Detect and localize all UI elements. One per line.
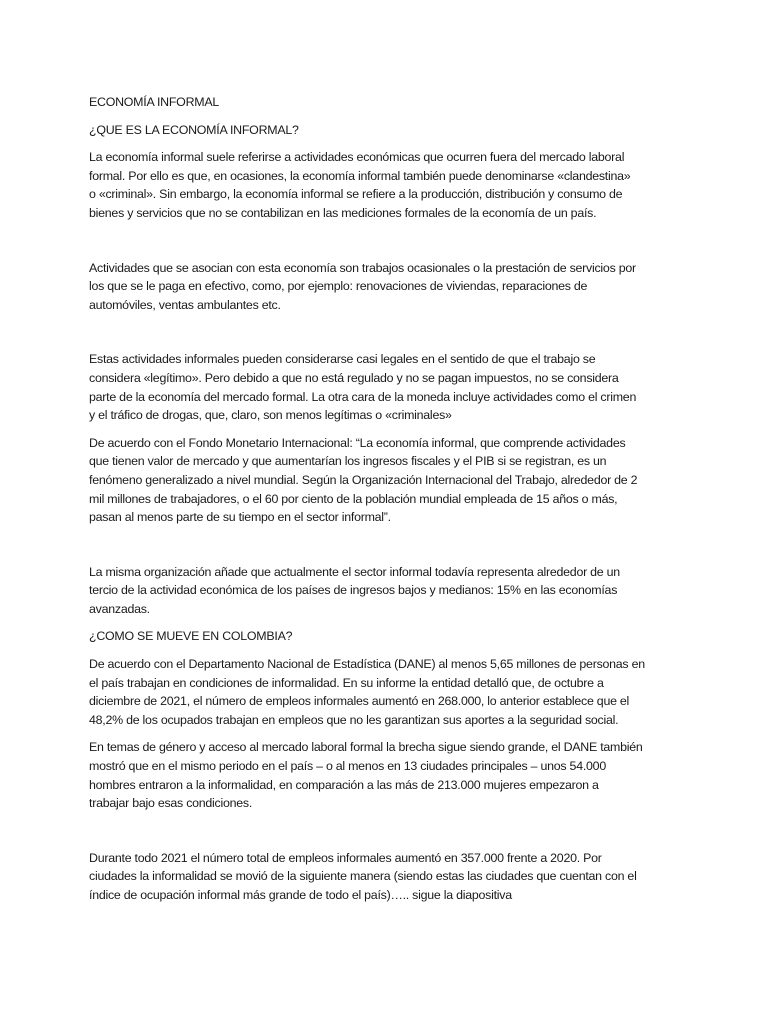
paragraph-legality: Estas actividades informales pueden considerarse casi legales en el sentido de que el trabajo se considera «legítimo». Pero debido a que no está regulado y no se pagan impuestos, no se considera parte de la economía del mercado formal. La otra cara de la moneda incluye actividades como el crimen y el tráfico de drogas, que, claro, son menos legítimas o «criminales»: [89, 352, 637, 423]
paragraph-definition: La economía informal suele referirse a actividades económicas que ocurren fuera del mercado laboral formal. Por ello es que, en ocasiones, la economía informal también puede denominarse «clandestina» o «criminal». Sin embargo, la economía informal se refiere a la producción, distribución y consumo de bienes y servicios que no se contabilizan en las mediciones formales de la economía de un país.: [89, 150, 631, 220]
blank-line: [89, 822, 688, 849]
section-heading-que-es: ¿QUE ES LA ECONOMÍA INFORMAL?: [89, 122, 299, 137]
paragraph-total-2021: Durante todo 2021 el número total de empleos informales aumentó en 357.000 frente a 2020. Por ciudades la informalidad se movió de la siguiente manera (siendo estas las ciudades que cuentan con el índice de ocupación informal más grande de todo el país)….. sigue la diapositiva: [89, 850, 637, 902]
section-heading-colombia: ¿COMO SE MUEVE EN COLOMBIA?: [89, 629, 293, 644]
blank-line: [89, 232, 688, 259]
document-title: ECONOMÍA INFORMAL: [89, 95, 219, 109]
paragraph-activities: Actividades que se asocian con esta economía son trabajos ocasionales o la prestación de servicios por los que se le paga en efectivo, como, por ejemplo: renovaciones de viviendas, reparaciones de automóviles, ventas ambulantes etc.: [89, 260, 636, 312]
blank-line: [89, 323, 688, 350]
paragraph-dane: De acuerdo con el Departamento Nacional de Estadística (DANE) al menos 5,65 millones de personas en el país trabajan en condiciones de informalidad. En su informe la entidad detalló que, de octubre a diciembre de 2021, el número de empleos informales aumentó en 268.000, lo anterior establece que el 48,2% de los ocupados trabajan en empleos que no les garantizan sus aportes a la seguridad social.: [89, 657, 645, 727]
paragraph-fmi-quote: De acuerdo con el Fondo Monetario Internacional: “La economía informal, que comprende actividades que tienen valor de mercado y que aumentarían los ingresos fiscales y el PIB si se registran, es un fenómeno generalizado a nivel mundial. Según la Organización Internacional del Trabajo, alrededor de 2 mil millones de trabajadores, o el 60 por ciento de la población mundial empleada de 15 años o más, pasan al menos parte de su tiempo en el sector informal”.: [89, 435, 638, 525]
paragraph-gender: En temas de género y acceso al mercado laboral formal la brecha sigue siendo grande, el DANE también mostró que en el mismo periodo en el país – o al menos en 13 ciudades principales – unos 54.000 hombres entraron a la informalidad, en comparación a las más de 213.000 mujeres empezaron a trabajar bajo esas condiciones.: [89, 740, 643, 811]
blank-line: [89, 536, 688, 563]
paragraph-organization: La misma organización añade que actualmente el sector informal todavía representa alrededor de un tercio de la actividad económica de los países de ingresos bajos y medianos: 15% en las economías avanzadas.: [89, 564, 620, 616]
